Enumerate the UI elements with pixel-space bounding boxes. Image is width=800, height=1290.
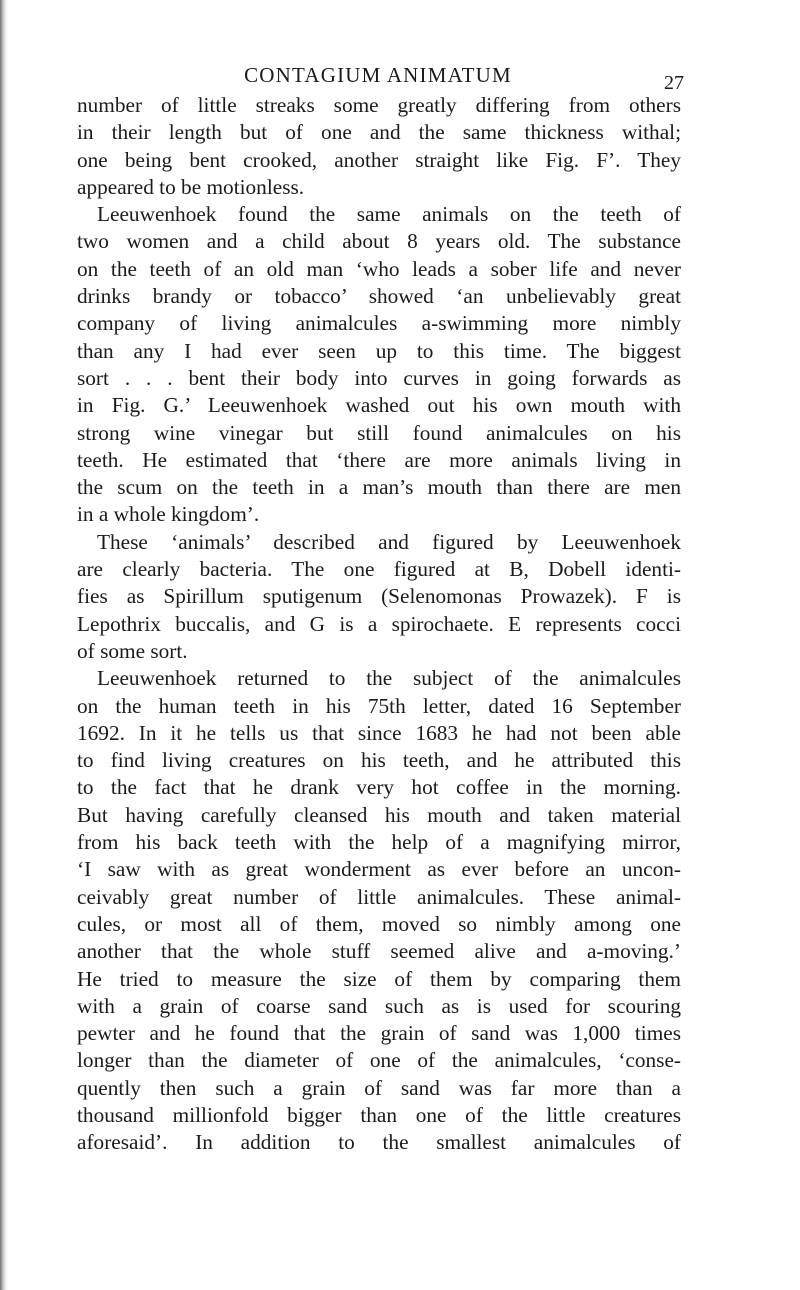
text-line: 1692. In it he tells us that since 1683 he had not been able bbox=[77, 720, 681, 745]
text-line: longer than the diameter of one of the animalcules, ‘conse- bbox=[77, 1048, 681, 1073]
text-line: in their length but of one and the same thickness withal; bbox=[77, 120, 681, 145]
text-line: on the teeth of an old man ‘who leads a sober life and never bbox=[77, 256, 681, 281]
text-line: drinks brandy or tobacco’ showed ‘an unbelievably great bbox=[77, 284, 681, 309]
text-line: fies as Spirillum sputigenum (Selenomonas Prowazek). F is bbox=[77, 584, 681, 609]
text-line: appeared to be motionless. bbox=[77, 174, 305, 199]
text-line: Lepothrix buccalis, and G is a spirochaete. E represents cocci bbox=[77, 611, 681, 636]
text-line: company of living animalcules a-swimming more nimbly bbox=[77, 311, 681, 336]
text-line: strong wine vinegar but still found animalcules on his bbox=[77, 420, 681, 445]
page-number: 27 bbox=[664, 72, 684, 94]
text-line: These ‘animals’ described and figured by Leeuwenhoek bbox=[97, 529, 681, 554]
text-line: cules, or most all of them, moved so nimbly among one bbox=[77, 911, 681, 936]
text-line: from his back teeth with the help of a magnifying mirror, bbox=[77, 830, 681, 855]
text-line: ‘I saw with as great wonderment as ever before an uncon- bbox=[77, 857, 681, 882]
text-line: He tried to measure the size of them by comparing them bbox=[77, 966, 681, 991]
text-line: one being bent crooked, another straight like Fig. F’. They bbox=[77, 147, 681, 172]
text-line: to find living creatures on his teeth, and he attributed this bbox=[77, 748, 681, 773]
text-line: But having carefully cleansed his mouth and taken material bbox=[77, 802, 681, 827]
text-line: two women and a child about 8 years old. The substance bbox=[77, 229, 681, 254]
page-spine-shadow bbox=[0, 0, 8, 1290]
text-line: in a whole kingdom’. bbox=[77, 502, 260, 527]
text-line: Leeuwenhoek found the same animals on the teeth of bbox=[97, 202, 681, 227]
text-line: the scum on the teeth in a man’s mouth than there are men bbox=[77, 475, 681, 500]
text-line: in Fig. G.’ Leeuwenhoek washed out his own mouth with bbox=[77, 393, 681, 418]
running-head bbox=[72, 60, 684, 94]
text-line: thousand millionfold bigger than one of the little creatures bbox=[77, 1102, 681, 1127]
text-line: ceivably great number of little animalcules. These animal- bbox=[77, 884, 681, 909]
text-line: to the fact that he drank very hot coffee in the morning. bbox=[77, 775, 681, 800]
text-line: number of little streaks some greatly differing from others bbox=[77, 93, 681, 117]
running-title: CONTAGIUM ANIMATUM bbox=[244, 63, 512, 87]
text-line: another that the whole stuff seemed alive and a-moving.’ bbox=[77, 939, 681, 964]
text-line: on the human teeth in his 75th letter, dated 16 September bbox=[77, 693, 681, 718]
text-line: pewter and he found that the grain of sand was 1,000 times bbox=[77, 1021, 681, 1046]
text-line: of some sort. bbox=[77, 638, 188, 663]
text-line: Leeuwenhoek returned to the subject of the animalcules bbox=[97, 666, 681, 691]
text-line: aforesaid’. In addition to the smallest animalcules of bbox=[77, 1130, 681, 1155]
text-line: than any I had ever seen up to this time. The biggest bbox=[77, 338, 681, 363]
body-text bbox=[77, 92, 681, 1157]
text-line: teeth. He estimated that ‘there are more animals living in bbox=[77, 447, 681, 472]
text-line: quently then such a grain of sand was far more than a bbox=[77, 1075, 681, 1100]
text-line: are clearly bacteria. The one figured at B, Dobell identi- bbox=[77, 557, 681, 582]
text-line: with a grain of coarse sand such as is used for scouring bbox=[77, 993, 681, 1018]
text-line: sort . . . bent their body into curves in going forwards as bbox=[77, 365, 681, 390]
